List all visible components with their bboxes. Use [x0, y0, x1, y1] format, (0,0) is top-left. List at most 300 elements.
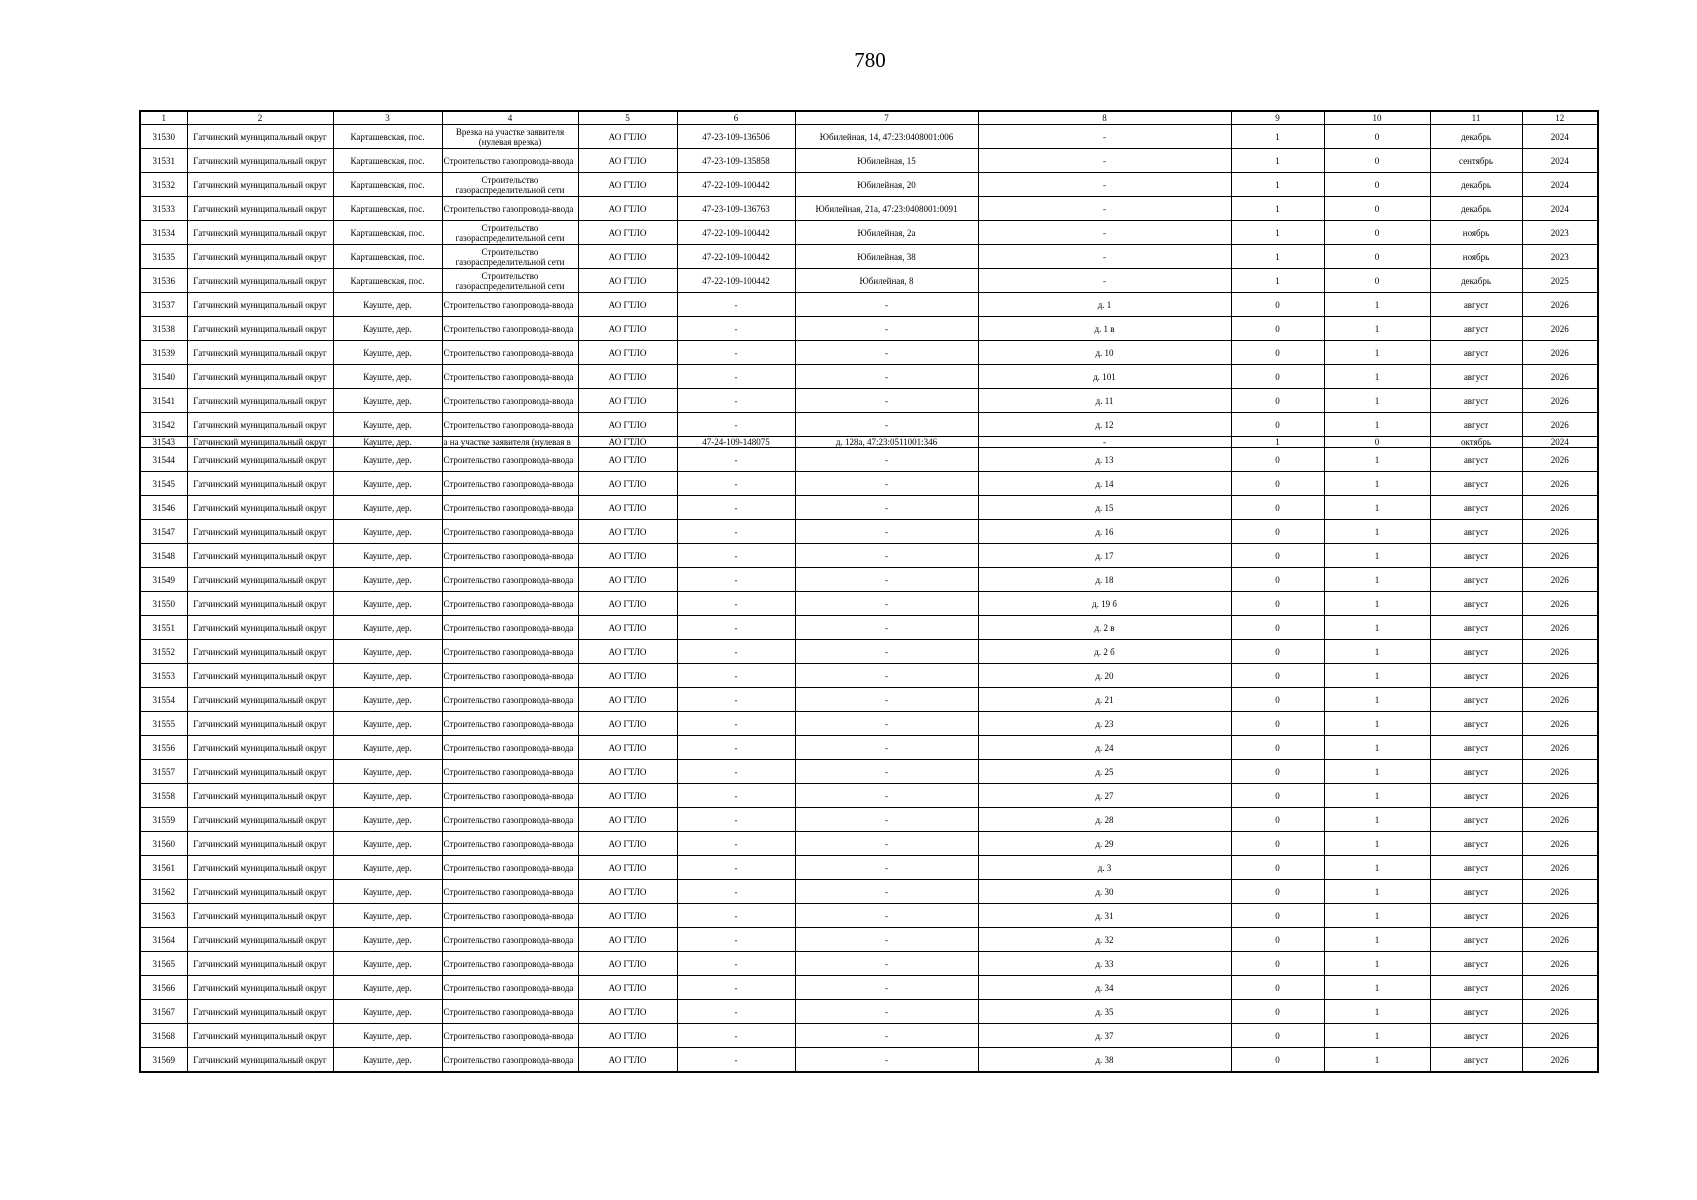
table-cell-col-10: 1	[1324, 736, 1430, 760]
table-cell-col-2: Гатчинский муниципальный округ	[187, 413, 333, 437]
table-cell-col-7: -	[795, 760, 978, 784]
table-cell-col-11: август	[1430, 856, 1522, 880]
table-cell-col-3: Кауште, дер.	[333, 928, 442, 952]
table-cell-col-12: 2026	[1522, 784, 1598, 808]
table-cell-col-7: -	[795, 976, 978, 1000]
table-cell-col-1: 31556	[140, 736, 187, 760]
table-cell-col-11: август	[1430, 616, 1522, 640]
table-cell-col-12: 2026	[1522, 640, 1598, 664]
table-cell-col-3: Кауште, дер.	[333, 544, 442, 568]
table-cell-col-9: 0	[1231, 496, 1324, 520]
table-cell-col-8: д. 17	[978, 544, 1231, 568]
table-cell-col-11: август	[1430, 389, 1522, 413]
table-cell-col-4: Строительство газопровода-ввода	[442, 808, 578, 832]
table-cell-col-8: д. 10	[978, 341, 1231, 365]
table-cell-col-12: 2026	[1522, 880, 1598, 904]
table-row	[140, 149, 1598, 173]
table-cell-col-8: -	[978, 221, 1231, 245]
table-cell-col-11: август	[1430, 688, 1522, 712]
table-cell-col-10: 1	[1324, 389, 1430, 413]
table-row	[140, 413, 1598, 437]
table-cell-col-8: д. 28	[978, 808, 1231, 832]
table-cell-col-11: август	[1430, 976, 1522, 1000]
table-cell-col-1: 31557	[140, 760, 187, 784]
table-cell-col-12: 2026	[1522, 293, 1598, 317]
table-cell-col-10: 1	[1324, 293, 1430, 317]
table-cell-col-7: -	[795, 448, 978, 472]
table-cell-col-5: АО ГТЛО	[578, 976, 677, 1000]
table-row	[140, 808, 1598, 832]
table-cell-col-11: август	[1430, 640, 1522, 664]
table-cell-col-4: Строительство газопровода-ввода	[442, 712, 578, 736]
table-cell-col-8: д. 35	[978, 1000, 1231, 1024]
table-cell-col-3: Карташевская, пос.	[333, 197, 442, 221]
table-cell-col-10: 1	[1324, 616, 1430, 640]
table-cell-col-4: Строительство газораспределительной сети	[442, 269, 578, 293]
table-cell-col-8: д. 11	[978, 389, 1231, 413]
table-cell-col-12: 2024	[1522, 149, 1598, 173]
table-cell-col-11: август	[1430, 952, 1522, 976]
table-row	[140, 472, 1598, 496]
table-cell-col-6: -	[677, 544, 795, 568]
table-cell-col-8: д. 34	[978, 976, 1231, 1000]
table-cell-col-3: Карташевская, пос.	[333, 221, 442, 245]
table-cell-col-1: 31533	[140, 197, 187, 221]
table-cell-col-5: АО ГТЛО	[578, 389, 677, 413]
table-cell-col-5: АО ГТЛО	[578, 437, 677, 448]
table-cell-col-2: Гатчинский муниципальный округ	[187, 173, 333, 197]
table-cell-col-7: -	[795, 413, 978, 437]
table-cell-col-2: Гатчинский муниципальный округ	[187, 904, 333, 928]
table-cell-col-8: д. 30	[978, 880, 1231, 904]
table-cell-col-12: 2025	[1522, 269, 1598, 293]
table-cell-col-2: Гатчинский муниципальный округ	[187, 712, 333, 736]
table-cell-col-9: 0	[1231, 784, 1324, 808]
table-cell-col-11: август	[1430, 520, 1522, 544]
table-cell-col-7: -	[795, 616, 978, 640]
table-cell-col-1: 31538	[140, 317, 187, 341]
column-header-11: 11	[1430, 111, 1522, 125]
table-cell-col-10: 0	[1324, 221, 1430, 245]
table-cell-col-1: 31542	[140, 413, 187, 437]
table-cell-col-10: 1	[1324, 317, 1430, 341]
table-cell-col-2: Гатчинский муниципальный округ	[187, 784, 333, 808]
table-row	[140, 448, 1598, 472]
table-header	[140, 111, 1598, 125]
table-cell-col-4: Строительство газопровода-ввода	[442, 760, 578, 784]
table-cell-col-8: д. 101	[978, 365, 1231, 389]
table-cell-col-5: АО ГТЛО	[578, 952, 677, 976]
table-row	[140, 221, 1598, 245]
table-cell-col-1: 31552	[140, 640, 187, 664]
table-cell-col-2: Гатчинский муниципальный округ	[187, 1000, 333, 1024]
table-cell-col-9: 1	[1231, 221, 1324, 245]
table-cell-col-2: Гатчинский муниципальный округ	[187, 472, 333, 496]
table-cell-col-10: 1	[1324, 880, 1430, 904]
table-cell-col-7: -	[795, 496, 978, 520]
table-cell-col-5: АО ГТЛО	[578, 904, 677, 928]
table-cell-col-4: Строительство газопровода-ввода	[442, 592, 578, 616]
table-cell-col-8: -	[978, 125, 1231, 149]
table-cell-col-6: -	[677, 904, 795, 928]
table-cell-col-9: 0	[1231, 808, 1324, 832]
table-row	[140, 640, 1598, 664]
table-row	[140, 688, 1598, 712]
table-cell-col-12: 2026	[1522, 413, 1598, 437]
table-cell-col-6: -	[677, 1000, 795, 1024]
table-cell-col-4: Строительство газопровода-ввода	[442, 736, 578, 760]
table-cell-col-7: -	[795, 1048, 978, 1073]
table-cell-col-5: АО ГТЛО	[578, 664, 677, 688]
table-cell-col-1: 31561	[140, 856, 187, 880]
table-cell-col-5: АО ГТЛО	[578, 928, 677, 952]
table-cell-col-6: 47-23-109-136763	[677, 197, 795, 221]
table-cell-col-2: Гатчинский муниципальный округ	[187, 365, 333, 389]
table-cell-col-6: -	[677, 317, 795, 341]
table-cell-col-6: -	[677, 365, 795, 389]
table-cell-col-9: 0	[1231, 736, 1324, 760]
table-cell-col-9: 0	[1231, 760, 1324, 784]
table-cell-col-1: 31566	[140, 976, 187, 1000]
table-cell-col-2: Гатчинский муниципальный округ	[187, 496, 333, 520]
table-cell-col-12: 2026	[1522, 544, 1598, 568]
table-cell-col-1: 31555	[140, 712, 187, 736]
table-cell-col-4: Строительство газопровода-ввода	[442, 293, 578, 317]
table-cell-col-12: 2026	[1522, 341, 1598, 365]
table-cell-col-6: -	[677, 688, 795, 712]
table-cell-col-11: август	[1430, 832, 1522, 856]
table-cell-col-5: АО ГТЛО	[578, 245, 677, 269]
table-cell-col-4: Строительство газопровода-ввода	[442, 952, 578, 976]
table-cell-col-2: Гатчинский муниципальный округ	[187, 928, 333, 952]
table-cell-col-9: 0	[1231, 568, 1324, 592]
table-cell-col-6: -	[677, 520, 795, 544]
table-cell-col-8: д. 2 б	[978, 640, 1231, 664]
table-cell-col-2: Гатчинский муниципальный округ	[187, 341, 333, 365]
table-cell-col-6: 47-23-109-136506	[677, 125, 795, 149]
column-header-6: 6	[677, 111, 795, 125]
table-cell-col-4: Строительство газораспределительной сети	[442, 221, 578, 245]
table-cell-col-8: -	[978, 197, 1231, 221]
table-cell-col-5: АО ГТЛО	[578, 149, 677, 173]
table-cell-col-3: Кауште, дер.	[333, 760, 442, 784]
table-cell-col-4: Строительство газопровода-ввода	[442, 472, 578, 496]
table-cell-col-9: 0	[1231, 856, 1324, 880]
table-cell-col-10: 1	[1324, 1024, 1430, 1048]
table-cell-col-2: Гатчинский муниципальный округ	[187, 832, 333, 856]
table-cell-col-1: 31547	[140, 520, 187, 544]
table-cell-col-7: -	[795, 808, 978, 832]
table-cell-col-12: 2026	[1522, 472, 1598, 496]
table-cell-col-8: д. 31	[978, 904, 1231, 928]
table-cell-col-6: 47-24-109-148075	[677, 437, 795, 448]
column-header-7: 7	[795, 111, 978, 125]
table-cell-col-11: август	[1430, 808, 1522, 832]
table-row	[140, 928, 1598, 952]
table-cell-col-3: Кауште, дер.	[333, 472, 442, 496]
table-cell-col-2: Гатчинский муниципальный округ	[187, 293, 333, 317]
table-cell-col-11: август	[1430, 448, 1522, 472]
table-cell-col-9: 0	[1231, 472, 1324, 496]
table-cell-col-5: АО ГТЛО	[578, 448, 677, 472]
table-row	[140, 760, 1598, 784]
table-row	[140, 1024, 1598, 1048]
table-cell-col-12: 2026	[1522, 832, 1598, 856]
table-cell-col-8: д. 18	[978, 568, 1231, 592]
table-cell-col-2: Гатчинский муниципальный округ	[187, 437, 333, 448]
table-row	[140, 592, 1598, 616]
table-cell-col-2: Гатчинский муниципальный округ	[187, 389, 333, 413]
table-cell-col-3: Кауште, дер.	[333, 341, 442, 365]
table-cell-col-12: 2024	[1522, 125, 1598, 149]
table-cell-col-6: 47-22-109-100442	[677, 221, 795, 245]
table-cell-col-2: Гатчинский муниципальный округ	[187, 640, 333, 664]
table-cell-col-11: декабрь	[1430, 197, 1522, 221]
table-cell-col-9: 0	[1231, 1048, 1324, 1073]
table-cell-col-10: 1	[1324, 808, 1430, 832]
table-cell-col-11: август	[1430, 1048, 1522, 1073]
table-cell-col-12: 2026	[1522, 808, 1598, 832]
table-cell-col-6: -	[677, 736, 795, 760]
header-row	[140, 111, 1598, 125]
table-cell-col-9: 0	[1231, 976, 1324, 1000]
table-cell-col-9: 1	[1231, 437, 1324, 448]
table-cell-col-2: Гатчинский муниципальный округ	[187, 125, 333, 149]
table-cell-col-5: АО ГТЛО	[578, 496, 677, 520]
table-cell-col-7: -	[795, 341, 978, 365]
column-header-10: 10	[1324, 111, 1430, 125]
table-cell-col-4: Строительство газопровода-ввода	[442, 616, 578, 640]
table-cell-col-2: Гатчинский муниципальный округ	[187, 688, 333, 712]
table-cell-col-2: Гатчинский муниципальный округ	[187, 1024, 333, 1048]
table-cell-col-11: декабрь	[1430, 173, 1522, 197]
table-cell-col-9: 0	[1231, 952, 1324, 976]
table-cell-col-6: -	[677, 448, 795, 472]
table-cell-col-11: август	[1430, 1024, 1522, 1048]
table-cell-col-9: 1	[1231, 269, 1324, 293]
table-cell-col-9: 0	[1231, 880, 1324, 904]
table-cell-col-12: 2026	[1522, 904, 1598, 928]
table-cell-col-4: Строительство газопровода-ввода	[442, 928, 578, 952]
table-cell-col-1: 31550	[140, 592, 187, 616]
table-cell-col-7: -	[795, 664, 978, 688]
table-cell-col-4: Строительство газопровода-ввода	[442, 640, 578, 664]
table-cell-col-6: -	[677, 1048, 795, 1073]
table-cell-col-8: д. 25	[978, 760, 1231, 784]
table-cell-col-1: 31559	[140, 808, 187, 832]
table-cell-col-11: август	[1430, 365, 1522, 389]
table-cell-col-1: 31545	[140, 472, 187, 496]
table-cell-col-8: д. 32	[978, 928, 1231, 952]
table-cell-col-1: 31553	[140, 664, 187, 688]
table-cell-col-2: Гатчинский муниципальный округ	[187, 448, 333, 472]
table-cell-col-7: -	[795, 520, 978, 544]
table-cell-col-5: АО ГТЛО	[578, 808, 677, 832]
table-cell-col-8: -	[978, 149, 1231, 173]
table-cell-col-5: АО ГТЛО	[578, 472, 677, 496]
table-cell-col-1: 31560	[140, 832, 187, 856]
table-cell-col-6: 47-23-109-135858	[677, 149, 795, 173]
table-cell-col-9: 0	[1231, 365, 1324, 389]
column-header-1: 1	[140, 111, 187, 125]
table-cell-col-9: 1	[1231, 197, 1324, 221]
table-cell-col-5: АО ГТЛО	[578, 856, 677, 880]
table-cell-col-11: август	[1430, 712, 1522, 736]
table-cell-col-9: 1	[1231, 173, 1324, 197]
table-row	[140, 1000, 1598, 1024]
table-cell-col-9: 0	[1231, 1024, 1324, 1048]
table-cell-col-2: Гатчинский муниципальный округ	[187, 976, 333, 1000]
column-header-9: 9	[1231, 111, 1324, 125]
table-row	[140, 245, 1598, 269]
table-cell-col-1: 31543	[140, 437, 187, 448]
table-row	[140, 341, 1598, 365]
table-cell-col-12: 2024	[1522, 437, 1598, 448]
table-cell-col-7: -	[795, 784, 978, 808]
table-cell-col-12: 2026	[1522, 760, 1598, 784]
table-cell-col-2: Гатчинский муниципальный округ	[187, 568, 333, 592]
table-cell-col-3: Кауште, дер.	[333, 856, 442, 880]
table-cell-col-12: 2026	[1522, 688, 1598, 712]
table-cell-col-8: д. 16	[978, 520, 1231, 544]
table-cell-col-5: АО ГТЛО	[578, 293, 677, 317]
table-cell-col-12: 2026	[1522, 365, 1598, 389]
table-cell-col-3: Кауште, дер.	[333, 317, 442, 341]
table-cell-col-12: 2026	[1522, 928, 1598, 952]
table-row	[140, 568, 1598, 592]
table-cell-col-8: д. 12	[978, 413, 1231, 437]
table-cell-col-8: д. 19 б	[978, 592, 1231, 616]
table-cell-col-1: 31565	[140, 952, 187, 976]
table-row	[140, 269, 1598, 293]
table-cell-col-8: -	[978, 437, 1231, 448]
table-cell-col-12: 2026	[1522, 712, 1598, 736]
table-cell-col-5: АО ГТЛО	[578, 173, 677, 197]
table-cell-col-11: август	[1430, 341, 1522, 365]
table-cell-col-12: 2026	[1522, 496, 1598, 520]
table-cell-col-3: Кауште, дер.	[333, 952, 442, 976]
table-cell-col-8: -	[978, 245, 1231, 269]
table-cell-col-4: Строительство газопровода-ввода	[442, 1024, 578, 1048]
table-cell-col-12: 2026	[1522, 317, 1598, 341]
table-row	[140, 365, 1598, 389]
table-cell-col-2: Гатчинский муниципальный округ	[187, 592, 333, 616]
table-cell-col-5: АО ГТЛО	[578, 221, 677, 245]
table-cell-col-3: Кауште, дер.	[333, 880, 442, 904]
table-cell-col-6: -	[677, 976, 795, 1000]
table-cell-col-12: 2026	[1522, 952, 1598, 976]
table-cell-col-9: 0	[1231, 664, 1324, 688]
table-cell-col-10: 0	[1324, 149, 1430, 173]
table-cell-col-12: 2024	[1522, 173, 1598, 197]
table-cell-col-12: 2026	[1522, 1048, 1598, 1073]
table-cell-col-6: -	[677, 856, 795, 880]
column-header-12: 12	[1522, 111, 1598, 125]
table-row	[140, 389, 1598, 413]
table-cell-col-7: -	[795, 712, 978, 736]
table-cell-col-6: -	[677, 389, 795, 413]
table-cell-col-8: д. 13	[978, 448, 1231, 472]
table-cell-col-4: Строительство газопровода-ввода	[442, 389, 578, 413]
table-cell-col-11: август	[1430, 592, 1522, 616]
table-cell-col-6: 47-22-109-100442	[677, 173, 795, 197]
table-cell-col-10: 0	[1324, 437, 1430, 448]
table-cell-col-4: Строительство газораспределительной сети	[442, 173, 578, 197]
table-cell-col-4: а на участке заявителя (нулевая в	[442, 437, 578, 448]
table-cell-col-3: Кауште, дер.	[333, 712, 442, 736]
table-cell-col-9: 0	[1231, 592, 1324, 616]
table-cell-col-5: АО ГТЛО	[578, 269, 677, 293]
table-cell-col-12: 2026	[1522, 736, 1598, 760]
table-cell-col-3: Кауште, дер.	[333, 976, 442, 1000]
table-cell-col-1: 31551	[140, 616, 187, 640]
table-cell-col-9: 0	[1231, 928, 1324, 952]
table-cell-col-1: 31544	[140, 448, 187, 472]
table-cell-col-2: Гатчинский муниципальный округ	[187, 1048, 333, 1073]
table-cell-col-4: Строительство газопровода-ввода	[442, 688, 578, 712]
table-cell-col-9: 0	[1231, 544, 1324, 568]
table-row	[140, 496, 1598, 520]
table-row	[140, 784, 1598, 808]
table-cell-col-2: Гатчинский муниципальный округ	[187, 808, 333, 832]
table-cell-col-5: АО ГТЛО	[578, 413, 677, 437]
table-cell-col-11: август	[1430, 293, 1522, 317]
table-cell-col-7: -	[795, 472, 978, 496]
table-cell-col-7: -	[795, 688, 978, 712]
table-cell-col-11: август	[1430, 664, 1522, 688]
table-cell-col-9: 0	[1231, 389, 1324, 413]
table-cell-col-6: -	[677, 293, 795, 317]
table-cell-col-1: 31536	[140, 269, 187, 293]
table-cell-col-12: 2026	[1522, 592, 1598, 616]
table-cell-col-10: 1	[1324, 413, 1430, 437]
table-row	[140, 293, 1598, 317]
table-row	[140, 125, 1598, 149]
table-cell-col-8: д. 27	[978, 784, 1231, 808]
table-cell-col-10: 1	[1324, 688, 1430, 712]
table-cell-col-3: Кауште, дер.	[333, 1024, 442, 1048]
table-cell-col-6: 47-22-109-100442	[677, 245, 795, 269]
table-cell-col-7: -	[795, 880, 978, 904]
table-cell-col-3: Кауште, дер.	[333, 520, 442, 544]
table-cell-col-7: -	[795, 952, 978, 976]
table-cell-col-10: 1	[1324, 952, 1430, 976]
table-cell-col-4: Врезка на участке заявителя (нулевая врезка)	[442, 125, 578, 149]
table-cell-col-4: Строительство газопровода-ввода	[442, 832, 578, 856]
table-cell-col-5: АО ГТЛО	[578, 712, 677, 736]
table-cell-col-2: Гатчинский муниципальный округ	[187, 544, 333, 568]
table-cell-col-8: д. 23	[978, 712, 1231, 736]
table-row	[140, 712, 1598, 736]
table-cell-col-3: Кауште, дер.	[333, 389, 442, 413]
table-cell-col-6: -	[677, 616, 795, 640]
table-cell-col-1: 31563	[140, 904, 187, 928]
table-cell-col-5: АО ГТЛО	[578, 640, 677, 664]
table-cell-col-8: д. 1	[978, 293, 1231, 317]
table-cell-col-3: Кауште, дер.	[333, 784, 442, 808]
table-row	[140, 616, 1598, 640]
table-cell-col-4: Строительство газопровода-ввода	[442, 520, 578, 544]
table-cell-col-10: 0	[1324, 173, 1430, 197]
table-cell-col-4: Строительство газопровода-ввода	[442, 784, 578, 808]
table-cell-col-9: 0	[1231, 832, 1324, 856]
table-cell-col-5: АО ГТЛО	[578, 568, 677, 592]
table-cell-col-6: -	[677, 1024, 795, 1048]
table-cell-col-5: АО ГТЛО	[578, 760, 677, 784]
table-cell-col-3: Кауште, дер.	[333, 437, 442, 448]
table-cell-col-10: 0	[1324, 125, 1430, 149]
table-cell-col-9: 1	[1231, 149, 1324, 173]
